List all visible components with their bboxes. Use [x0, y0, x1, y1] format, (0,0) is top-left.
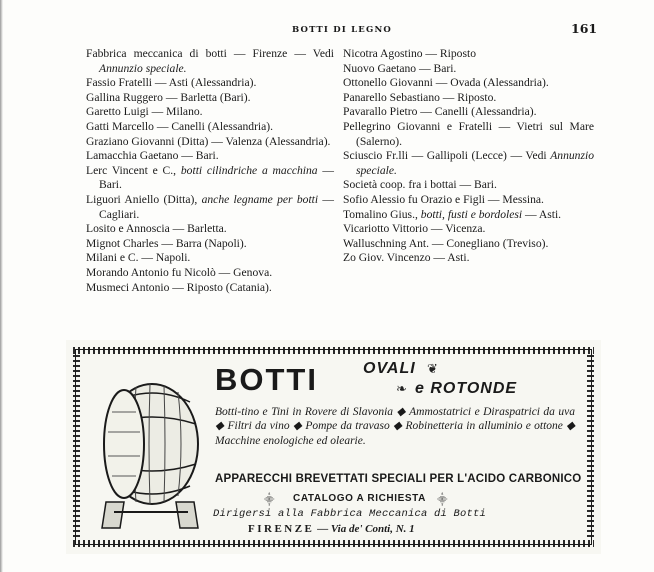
entry-text: Milani e C. — Napoli. — [86, 251, 191, 265]
directory-entry — [343, 178, 594, 193]
directory-entry — [343, 76, 594, 91]
entry-text: Mignot Charles — Barra (Napoli). — [86, 236, 247, 250]
advertisement — [66, 340, 601, 554]
entry-text: Società coop. fra i bottai — Bari. — [343, 178, 497, 192]
directory-entry — [343, 91, 594, 106]
ad-brand-title: BOTTI — [215, 362, 318, 397]
ad-address: FIRENZE — Via de' Conti, N. 1 — [248, 523, 415, 535]
directory-entry — [343, 237, 594, 252]
ad-product-description: Botti-tino e Tini in Rovere di Slavonia ◆ Ammostatrici e Diraspatrici da uva ◆ Filtri da vino ◆ Pompe da travaso ◆ Robinetteria in alluminio e ottone ◆ Macchine enologiche ed olearie. — [215, 406, 575, 447]
directory-entry — [86, 149, 334, 164]
directory-entry — [343, 222, 594, 237]
entry-text: Panarello Sebastiano — Riposto. — [343, 90, 497, 104]
directory-entry — [86, 76, 334, 91]
left-column — [86, 47, 334, 295]
fleuron-ornament-icon: ❧ — [396, 382, 407, 397]
directory-entry — [86, 281, 334, 296]
ad-city: FIRENZE — [248, 523, 315, 535]
entry-text: Zo Giov. Vincenzo — Asti. — [343, 251, 470, 265]
entry-text: Sciuscio Fr.lli — Gallipoli (Lecce) — Vedi — [343, 149, 551, 163]
entry-text: Losito e Annoscia — Barletta. — [86, 222, 227, 236]
entry-text: Sofio Alessio fu Orazio e Figli — Messina. — [343, 192, 544, 206]
fleuron-ornament-icon: ❦ — [427, 362, 438, 377]
directory-entry — [86, 105, 334, 120]
entry-text-tail: — Bari. — [99, 163, 334, 192]
directory-entry — [343, 149, 594, 178]
entry-text: Gatti Marcello — Canelli (Alessandria). — [86, 119, 274, 133]
entry-text: Ottonello Giovanni — Ovada (Alessandria). — [343, 76, 549, 90]
entry-text: Walluschning Ant. — Conegliano (Treviso). — [343, 236, 549, 250]
running-header: BOTTI DI LEGNO — [292, 25, 393, 35]
fleuron-ornament-icon: ⸎ — [437, 495, 448, 506]
ad-catalogue-note: CATALOGO A RICHIESTA — [293, 493, 426, 504]
ad-subtitle-ovali: OVALI — [363, 360, 416, 377]
page-edge-shadow — [0, 0, 3, 572]
page-number: 161 — [571, 21, 598, 36]
fleuron-ornament-icon: ⸎ — [264, 495, 275, 506]
entry-text-tail: — Asti. — [522, 207, 562, 221]
ad-patented-apparatus: APPARECCHI BREVETTATI SPECIALI PER L'ACIDO CARBONICO — [215, 473, 582, 485]
ad-subtitle-rotonde: e ROTONDE — [415, 380, 518, 397]
entry-text: Lamacchia Gaetano — Bari. — [86, 149, 219, 163]
entry-text: Pellegrino Giovanni e Fratelli — Vietri sul Mare (Salerno). — [343, 119, 594, 148]
entry-text: Fassio Fratelli — Asti (Alessandria). — [86, 76, 257, 90]
directory-entry — [343, 105, 594, 120]
directory-entry — [86, 120, 334, 135]
directory-entry — [343, 251, 594, 266]
ad-street: Via de' Conti, N. 1 — [330, 523, 415, 535]
directory-entry — [343, 62, 594, 77]
directory-entry — [86, 222, 334, 237]
entry-text: Gallina Ruggero — Barletta (Bari). — [86, 90, 251, 104]
entry-text: Musmeci Antonio — Riposto (Catania). — [86, 280, 272, 294]
entry-text: Graziano Giovanni (Ditta) — Valenza (Alessandria). — [86, 134, 331, 148]
directory-entry — [343, 208, 594, 223]
entry-italic-text: botti, fusti e bordolesi — [420, 207, 523, 221]
entry-text: Pavarallo Pietro — Canelli (Alessandria). — [343, 105, 537, 119]
entry-text: Vicariotto Vittorio — Vicenza. — [343, 222, 486, 236]
directory-entry — [86, 91, 334, 106]
directory-entry — [343, 47, 594, 62]
entry-text: Morando Antonio fu Nicolò — Genova. — [86, 265, 273, 279]
ad-contact-line: Dirigersi alla Fabbrica Meccanica di Botti — [213, 508, 487, 520]
entry-italic-text: botti cilindriche a macchina — [180, 163, 318, 177]
entry-text: Lerc Vincent e C., — [86, 163, 181, 177]
directory-entry — [86, 237, 334, 252]
directory-entry — [343, 193, 594, 208]
entry-text: Nicotra Agostino — Riposto — [343, 47, 477, 60]
barrel-illustration-icon — [94, 362, 204, 530]
directory-entry — [86, 47, 334, 76]
entry-italic-text: Annunzio speciale. — [99, 61, 187, 75]
directory-entry — [86, 135, 334, 150]
entry-text-tail: — Cagliari. — [99, 192, 334, 221]
entry-text: Tomalino Gius., — [343, 207, 421, 221]
directory-entry — [86, 193, 334, 222]
directory-entry — [86, 266, 334, 281]
entry-text: Nuovo Gaetano — Bari. — [343, 61, 457, 75]
directory-entry — [343, 120, 594, 149]
entry-text: Fabbrica meccanica di botti — Firenze — Vedi — [86, 47, 334, 60]
directory-entry — [86, 251, 334, 266]
entry-italic-text: anche legname per botti — [201, 192, 319, 206]
right-column — [343, 47, 594, 266]
entry-text: Garetto Luigi — Milano. — [86, 105, 203, 119]
directory-entry — [86, 164, 334, 193]
entry-text: Liguori Aniello (Ditta), — [86, 192, 202, 206]
entry-italic-text: Annunzio speciale. — [356, 149, 594, 177]
